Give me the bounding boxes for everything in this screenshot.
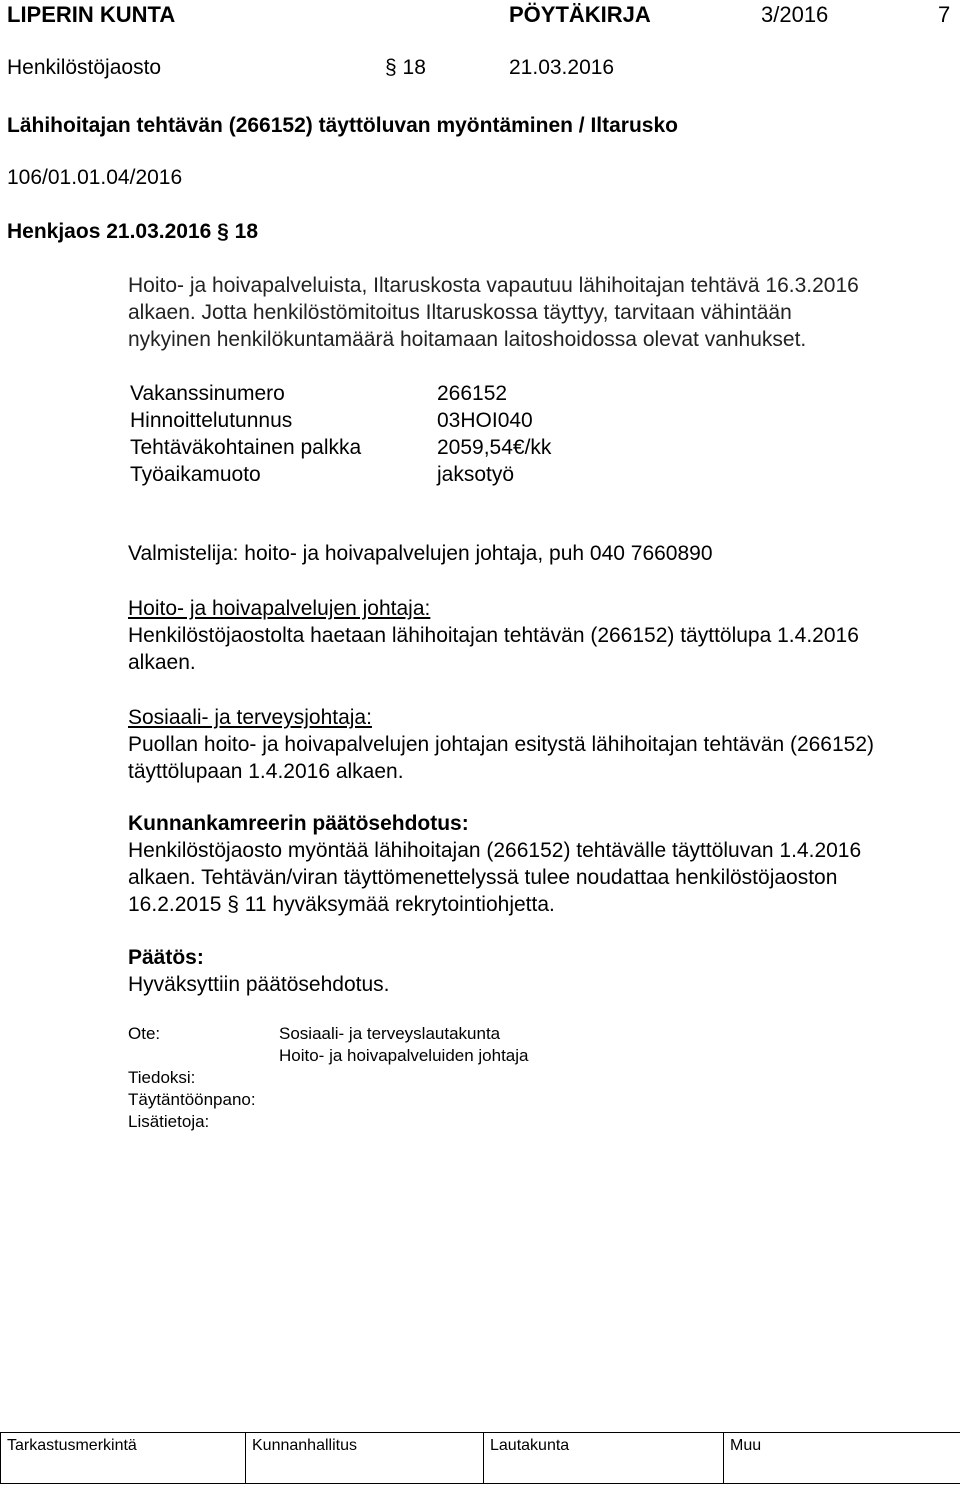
page-title: Lähihoitajan tehtävän (266152) täyttöluvan myöntäminen / Iltarusko: [7, 114, 678, 137]
vacancy-label: Työaikamuoto: [130, 463, 261, 486]
intro-line: Hoito- ja hoivapalveluista, Iltaruskosta vapautuu lähihoitajan tehtävä 16.3.2016: [128, 274, 859, 297]
committee-name: Henkilöstöjaosto: [7, 56, 162, 79]
table-row: [130, 434, 551, 461]
proposal-heading: Kunnankamreerin päätösehdotus:: [128, 812, 469, 835]
proposal-line: alkaen. Tehtävän/viran täyttömenettelyssä tulee noudattaa henkilöstöjaoston: [128, 866, 838, 889]
footer-cell: Lautakunta: [484, 1433, 724, 1484]
prior-handling: Henkjaos 21.03.2016 § 18: [7, 220, 259, 243]
table-row: [130, 380, 551, 407]
director-line: alkaen.: [128, 651, 196, 674]
table-row: [128, 1045, 529, 1067]
footer-inspection-table: [0, 1432, 960, 1484]
intro-paragraph: [128, 272, 859, 353]
footer-cell: Tarkastusmerkintä: [1, 1433, 246, 1484]
table-row: [128, 1111, 529, 1133]
table-row: [128, 1089, 529, 1111]
distribution-label: [128, 1045, 279, 1067]
distribution-value: Sosiaali- ja terveyslautakunta: [279, 1024, 501, 1043]
social-director-line: täyttölupaan 1.4.2016 alkaen.: [128, 760, 404, 783]
table-row: [130, 461, 551, 488]
section-number: 18: [402, 56, 426, 79]
decision-section: [128, 944, 389, 998]
vacancy-value: jaksotyö: [437, 463, 515, 486]
footer-cell: Kunnanhallitus: [246, 1433, 484, 1484]
footer-cell: Muu: [724, 1433, 960, 1484]
distribution-label: Ote:: [128, 1024, 161, 1043]
vacancy-value: 2059,54€/kk: [437, 436, 552, 459]
table-row: [128, 1023, 529, 1045]
document-type: PÖYTÄKIRJA: [509, 2, 651, 27]
intro-line: alkaen. Jotta henkilöstömitoitus Iltaruskossa täyttyy, tarvitaan vähintään: [128, 301, 792, 324]
distribution-value: [279, 1089, 529, 1111]
proposal-line: Henkilöstöjaosto myöntää lähihoitajan (266152) tehtävälle täyttöluvan 1.4.2016: [128, 839, 862, 862]
social-director-heading: Sosiaali- ja terveysjohtaja:: [128, 706, 372, 729]
vacancy-value: 03HOI040: [437, 409, 533, 432]
decision-text: Hyväksyttiin päätösehdotus.: [128, 973, 390, 996]
reference-number: 106/01.01.04/2016: [7, 166, 183, 189]
proposal-section: [128, 810, 861, 918]
distribution-label: Tiedoksi:: [128, 1068, 196, 1087]
table-row: [128, 1067, 529, 1089]
proposal-line: 16.2.2015 § 11 hyväksymää rekrytointiohjetta.: [128, 893, 555, 916]
meeting-date: 21.03.2016: [509, 56, 615, 79]
director-section: [128, 595, 859, 676]
table-row: [1, 1433, 960, 1484]
intro-line: nykyinen henkilökuntamäärä hoitamaan laitoshoidossa olevat vanhukset.: [128, 328, 807, 351]
distribution-value: [279, 1067, 529, 1089]
page-number: 7: [938, 2, 951, 27]
municipality-name: LIPERIN KUNTA: [7, 2, 176, 27]
distribution-value: [279, 1111, 529, 1133]
decision-heading: Päätös:: [128, 946, 204, 969]
vacancy-details-table: [130, 380, 551, 488]
section-marker: § 18: [385, 56, 426, 79]
preparer-line: Valmistelija: hoito- ja hoivapalvelujen johtaja, puh 040 7660890: [128, 542, 713, 565]
distribution-label: Lisätietoja:: [128, 1112, 210, 1131]
social-director-line: Puollan hoito- ja hoivapalvelujen johtajan esitystä lähihoitajan tehtävän (266152): [128, 733, 875, 756]
vacancy-label: Tehtäväkohtainen palkka: [130, 436, 362, 459]
distribution-value: Hoito- ja hoivapalveluiden johtaja: [279, 1046, 529, 1065]
distribution-table: [128, 1023, 529, 1133]
table-row: [130, 407, 551, 434]
document-number: 3/2016: [761, 2, 829, 27]
distribution-label: Täytäntöönpano:: [128, 1090, 256, 1109]
social-director-section: [128, 704, 874, 785]
director-line: Henkilöstöjaostolta haetaan lähihoitajan tehtävän (266152) täyttölupa 1.4.2016: [128, 624, 859, 647]
director-heading: Hoito- ja hoivapalvelujen johtaja:: [128, 597, 431, 620]
vacancy-value: 266152: [437, 382, 508, 405]
vacancy-label: Vakanssinumero: [130, 382, 285, 405]
vacancy-label: Hinnoittelutunnus: [130, 409, 293, 432]
